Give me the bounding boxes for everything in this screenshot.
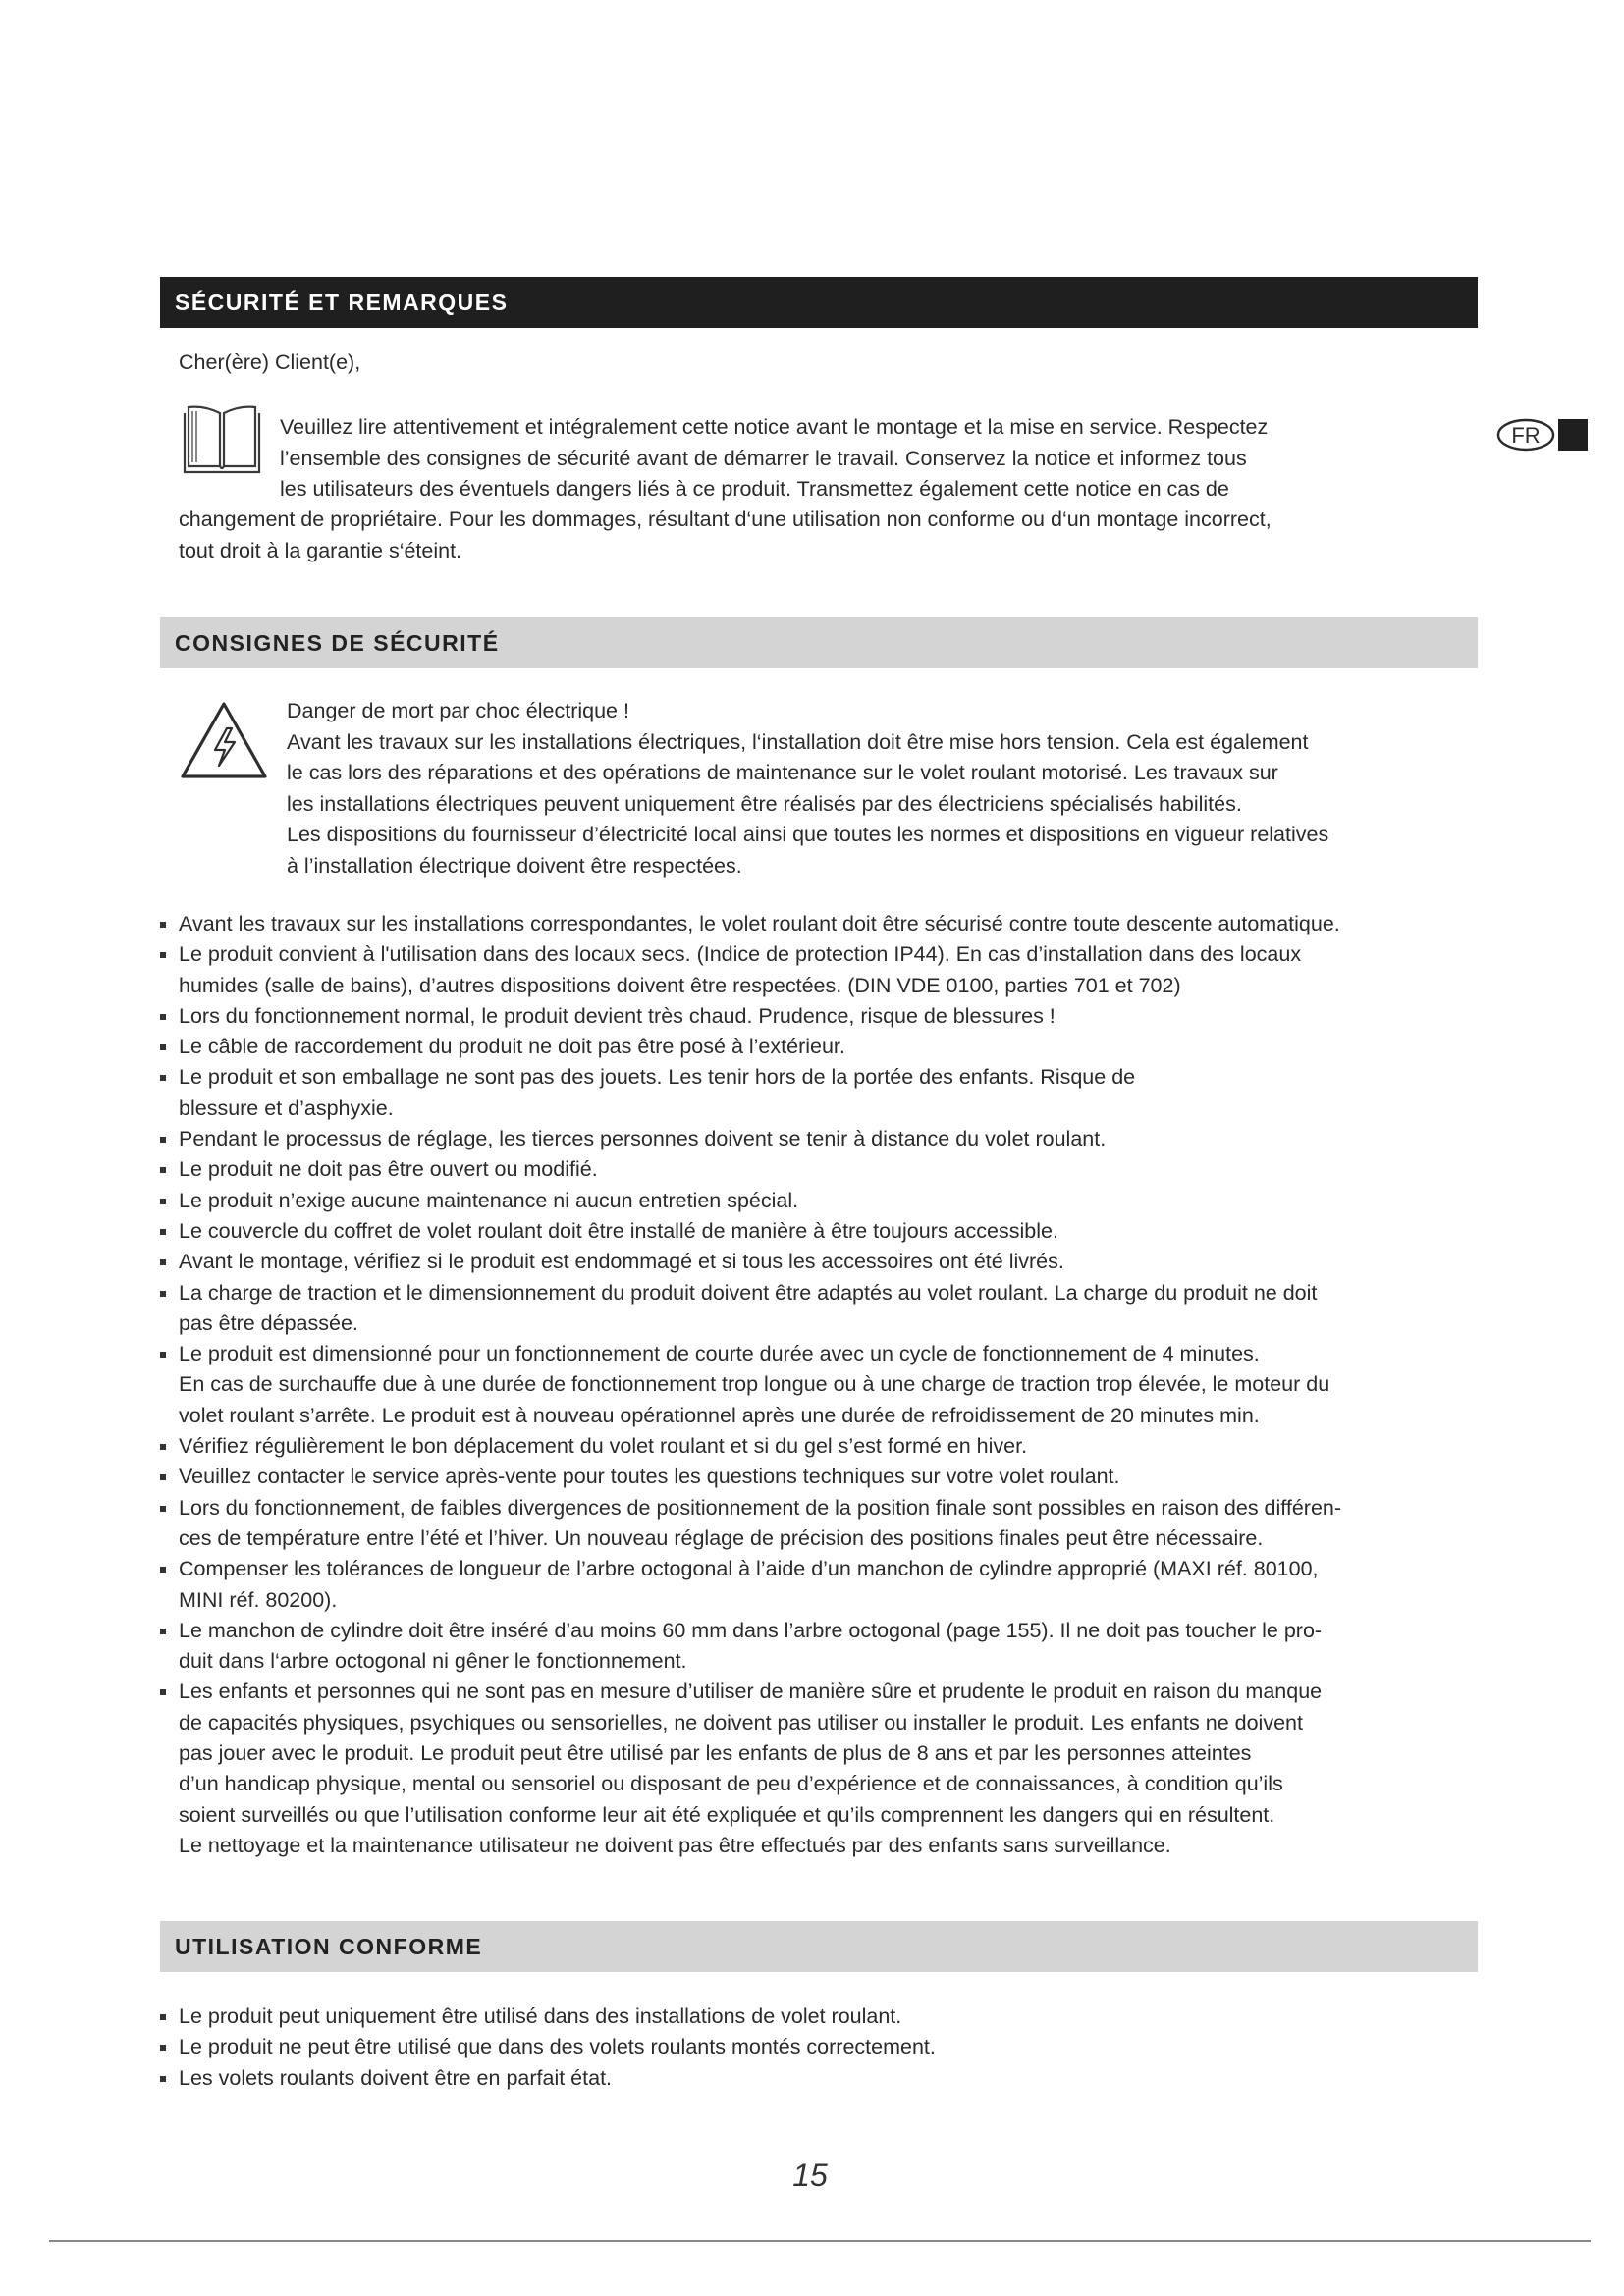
bullet-line: blessure et d’asphyxie. (179, 1095, 394, 1120)
list-item (159, 1493, 1341, 1555)
bullet-line: Avant les travaux sur les installations correspondantes, le volet roulant doit être sécurisé contre toute descente automatique. (179, 912, 1340, 935)
warning-line: le cas lors des réparations et des opérations de maintenance sur le volet roulant motorisé. Les travaux sur (287, 761, 1278, 784)
bullet-line: pas jouer avec le produit. Le produit peut être utilisé par les enfants de plus de 8 ans et par les personnes atteintes (179, 1741, 1252, 1766)
list-item (159, 2063, 936, 2094)
list-item (159, 1247, 1341, 1277)
page-number: 15 (792, 2158, 828, 2193)
intro-line: tout droit à la garantie s‘éteint. (179, 538, 462, 562)
usage-bullet-list (159, 2002, 936, 2094)
language-tab (1493, 417, 1588, 453)
bullet-line: MINI réf. 80200). (179, 1587, 338, 1612)
intro-line: changement de propriétaire. Pour les dommages, résultant d‘une utilisation non conforme ou d‘un montage incorrect, (179, 507, 1272, 531)
bullet-line: Le produit ne doit pas être ouvert ou modifié. (179, 1157, 598, 1182)
list-item (159, 1677, 1341, 1861)
list-item (159, 1554, 1341, 1616)
electric-hazard-icon (178, 699, 270, 781)
section-title-intended-use: UTILISATION CONFORME (160, 1921, 1478, 1972)
list-item (159, 1278, 1341, 1340)
bullet-line: Le produit et son emballage ne sont pas des jouets. Les tenir hors de la portée des enfants. Risque de (179, 1065, 1136, 1090)
list-item (159, 909, 1341, 939)
bullet-line: Vérifiez régulièrement le bon déplacement du volet roulant et si du gel s’est formé en hiver. (179, 1434, 1028, 1459)
bullet-line: Le produit n’exige aucune maintenance ni aucun entretien spécial. (179, 1188, 799, 1212)
list-item (159, 1462, 1341, 1492)
bullet-line: Le produit ne peut être utilisé que dans des volets roulants montés correctement. (179, 2035, 936, 2059)
bullet-line: Pendant le processus de réglage, les tierces personnes doivent se tenir à distance du volet roulant. (179, 1127, 1107, 1151)
list-item (159, 1154, 1341, 1185)
bullet-line: duit dans l‘arbre octogonal ni gêner le fonctionnement. (179, 1649, 687, 1674)
list-item (159, 1339, 1341, 1431)
bullet-line: Lors du fonctionnement, de faibles divergences de positionnement de la position finale sont possibles en raison des différen- (179, 1495, 1342, 1520)
electric-warning (287, 696, 1328, 881)
intro-line: les utilisateurs des éventuels dangers liés à ce produit. Transmettez également cette notice en cas de (280, 477, 1229, 501)
bullet-line: Le produit est dimensionné pour un fonctionnement de courte durée avec un cycle de fonctionnement de 4 minutes. (179, 1342, 1260, 1366)
intro-line: l’ensemble des consignes de sécurité avant de démarrer le travail. Conservez la notice et informez tous (280, 446, 1247, 470)
book-icon (181, 401, 263, 476)
bullet-line: Les volets roulants doivent être en parfait état. (179, 2065, 613, 2090)
bullet-line: Avant le montage, vérifiez si le produit est endommagé et si tous les accessoires ont été livrés. (179, 1250, 1064, 1274)
list-item (159, 1216, 1341, 1247)
safety-bullet-list (159, 909, 1341, 1861)
section-title-safety-instructions: CONSIGNES DE SÉCURITÉ (160, 617, 1478, 668)
section-title-safety-remarks: SÉCURITÉ ET REMARQUES (160, 277, 1478, 328)
list-item (159, 1062, 1341, 1124)
warning-line: Les dispositions du fournisseur d’électricité local ainsi que toutes les normes et dispositions en vigueur relatives (287, 823, 1329, 846)
list-item (159, 1616, 1341, 1678)
bullet-line: Le manchon de cylindre doit être inséré d’au moins 60 mm dans l’arbre octogonal (page 155). Il ne doit pas toucher le pro- (179, 1618, 1323, 1642)
bullet-line: Lors du fonctionnement normal, le produit devient très chaud. Prudence, risque de blessures ! (179, 1003, 1056, 1028)
list-item (159, 1001, 1341, 1032)
bullet-line: Veuillez contacter le service après-vente pour toutes les questions techniques sur votre volet roulant. (179, 1465, 1120, 1489)
bullet-line: pas être dépassée. (179, 1310, 358, 1335)
list-item (159, 939, 1341, 1001)
list-item (159, 1186, 1341, 1216)
intro-lines-indented (280, 412, 1268, 506)
bullet-line: volet roulant s’arrête. Le produit est à nouveau opérationnel après une durée de refroidissement de 20 minutes min. (179, 1403, 1260, 1427)
bullet-line: En cas de surchauffe due à une durée de fonctionnement trop longue ou à une charge de traction trop élevée, le moteur du (179, 1372, 1330, 1397)
footer-divider (49, 2240, 1591, 2242)
greeting: Cher(ère) Client(e), (179, 350, 361, 374)
list-item (159, 2002, 936, 2032)
bullet-line: de capacités physiques, psychiques ou sensorielles, ne doivent pas utiliser ou installer le produit. Les enfants ne doivent (179, 1710, 1303, 1735)
list-item (159, 2032, 936, 2062)
list-item (159, 1431, 1341, 1462)
intro-line: Veuillez lire attentivement et intégralement cette notice avant le montage et la mise en service. Respectez (280, 415, 1269, 439)
intro-lines-full (179, 505, 1272, 566)
bullet-line: Les enfants et personnes qui ne sont pas en mesure d’utiliser de manière sûre et prudente le produit en raison du manque (179, 1680, 1323, 1704)
bullet-line: La charge de traction et le dimensionnement du produit doivent être adaptés au volet roulant. La charge du produit ne doit (179, 1280, 1318, 1305)
bullet-line: Le produit convient à l'utilisation dans des locaux secs. (Indice de protection IP44). En cas d’installation dans des locaux (179, 942, 1302, 967)
bullet-line: Le produit peut uniquement être utilisé dans des installations de volet roulant. (179, 2004, 902, 2028)
list-item (159, 1124, 1341, 1154)
bullet-line: humides (salle de bains), d’autres dispositions doivent être respectées. (DIN VDE 0100, parties 701 et 702) (179, 973, 1181, 997)
bullet-line: d’un handicap physique, mental ou sensoriel ou disposant de peu d’expérience et de connaissances, à condition qu’ils (179, 1772, 1283, 1796)
bullet-line: ces de température entre l’été et l’hiver. Un nouveau réglage de précision des positions finales peut être nécessaire. (179, 1525, 1264, 1550)
bullet-line: Le nettoyage et la maintenance utilisateur ne doivent pas être effectués par des enfants sans surveillance. (179, 1833, 1171, 1857)
warning-line: Danger de mort par choc électrique ! (287, 699, 629, 722)
warning-line: les installations électriques peuvent uniquement être réalisés par des électriciens spécialisés habilités. (287, 791, 1242, 816)
warning-line: Avant les travaux sur les installations électriques, l‘installation doit être mise hors tension. Cela est également (287, 729, 1309, 754)
bullet-line: Le câble de raccordement du produit ne doit pas être posé à l’extérieur. (179, 1035, 845, 1059)
bullet-line: soient surveillés ou que l’utilisation conforme leur ait été expliquée et qu’ils comprennent les dangers qui en résultent. (179, 1802, 1275, 1827)
list-item (159, 1032, 1341, 1062)
bullet-line: Compenser les tolérances de longueur de l’arbre octogonal à l’aide d’un manchon de cylindre approprié (MAXI réf. 80100, (179, 1557, 1319, 1581)
warning-line: à l’installation électrique doivent être respectées. (287, 853, 742, 878)
bullet-line: Le couvercle du coffret de volet roulant doit être installé de manière à être toujours accessible. (179, 1218, 1058, 1243)
language-tab-label: FR (1511, 423, 1541, 448)
